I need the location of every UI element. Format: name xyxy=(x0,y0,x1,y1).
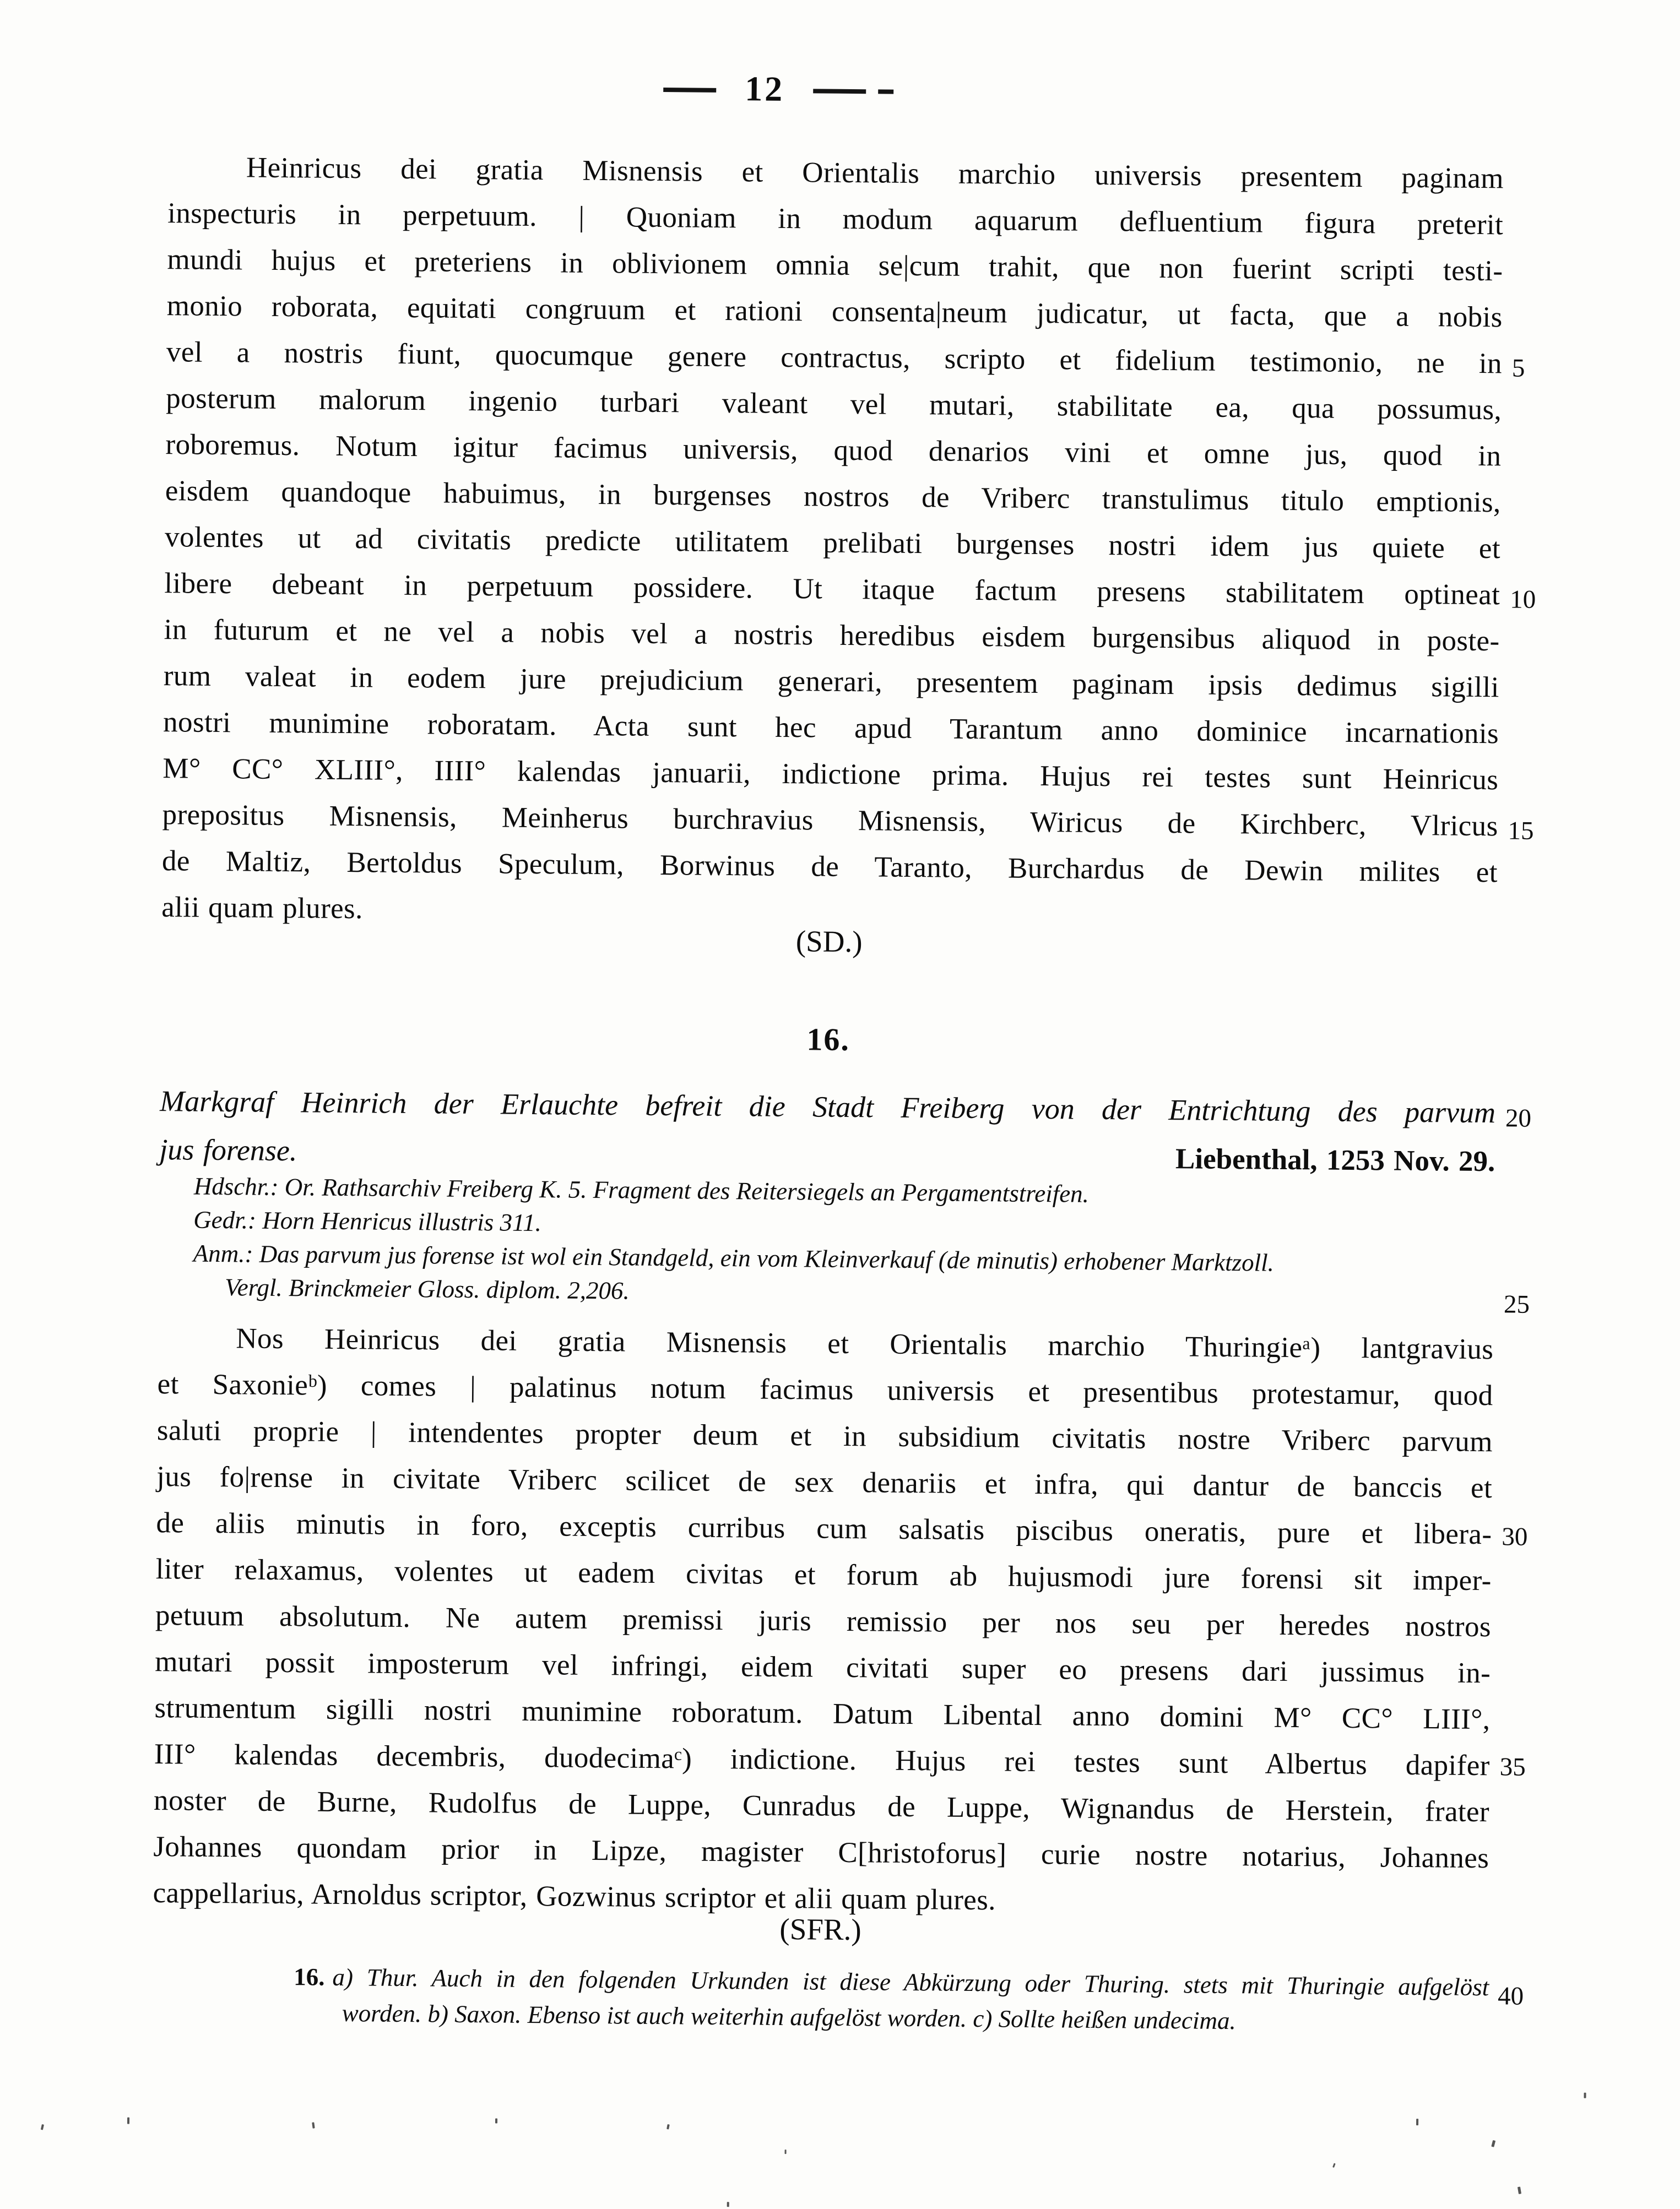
header-rule-right-short xyxy=(878,89,893,94)
regest-line-1: Markgraf Heinrich der Erlauchte befreit die Stadt Freiberg von der Entrichtung des parvum xyxy=(159,1084,1496,1130)
margin-line-number-10: 10 xyxy=(1509,585,1536,614)
margin-line-number-40: 40 xyxy=(1497,1982,1524,2011)
entry-16-regest xyxy=(159,1078,1495,1185)
text-line: volentes ut ad civitatis predicte utilitatem prelibati burgenses nostri idem jus quiete et xyxy=(164,521,1501,565)
charter-15-text xyxy=(161,144,1504,942)
scan-speckle xyxy=(1518,2186,1521,2194)
scan-speckle xyxy=(1491,2140,1495,2147)
margin-line-number-25: 25 xyxy=(1503,1290,1530,1319)
text-line: alii quam plures. xyxy=(161,891,364,925)
footnote-entry-number: 16. xyxy=(294,1963,325,1991)
source-anm: Anm.: Das parvum jus forense ist wol ein Standgeld, ein vom Kleinverkauf (de minutis) erhobener Marktzoll. xyxy=(193,1239,1275,1277)
text-line: M° CC° XLIII°, IIII° kalendas januarii, indictione prima. Hujus rei testes sunt Heinricus xyxy=(162,752,1499,796)
seal-note-sfr: (SFR.) xyxy=(779,1912,861,1947)
text-line: de aliis minutis in foro, exceptis curribus cum salsatis piscibus oneratis, pure et libera- xyxy=(156,1507,1492,1551)
margin-line-number-5: 5 xyxy=(1511,354,1525,383)
charter-date-place: Liebenthal, 1253 Nov. 29. xyxy=(1175,1143,1495,1178)
text-line: Johannes quondam prior in Lipze, magister C[hristoforus] curie nostre notarius, Johannes xyxy=(153,1831,1489,1875)
regest-tail: jus forense. xyxy=(159,1133,297,1168)
text-line: prepositus Misnensis, Meinherus burchravius Misnensis, Wiricus de Kirchberc, Vlricus xyxy=(162,799,1498,843)
text-line: inspecturis in perpetuum. | Quoniam in modum aquarum defluentium figura preterit xyxy=(167,197,1504,241)
text-line: strumentum sigilli nostri munimine roboratum. Datum Libental anno domini M° CC° LIII°, xyxy=(154,1692,1491,1736)
text-line: nostri munimine roboratam. Acta sunt hec apud Tarantum anno dominice incarnationis xyxy=(162,706,1499,750)
footnotes xyxy=(293,1959,1489,2041)
text-line: Heinricus dei gratia Misnensis et Orientalis marchio universis presentem paginam xyxy=(246,151,1504,195)
margin-line-number-15: 15 xyxy=(1508,816,1534,845)
text-line: in futurum et ne vel a nobis vel a nostris heredibus eisdem burgensibus aliquod in poste- xyxy=(164,614,1500,658)
margin-line-number-35: 35 xyxy=(1499,1752,1526,1782)
running-head xyxy=(1,58,1557,121)
header-rule-right xyxy=(813,89,866,94)
text-line: mundi hujus et preteriens in oblivionem omnia se|cum trahit, que non fuerint scripti testi- xyxy=(167,243,1503,287)
margin-line-number-20: 20 xyxy=(1505,1104,1532,1133)
text-line: monio roborata, equitati congruum et rationi consenta|neum judicatur, ut facta, que a nobis xyxy=(166,290,1503,334)
scan-speckle xyxy=(495,2118,497,2123)
charter-16-text xyxy=(153,1315,1493,1928)
text-line: posterum malorum ingenio turbari valeant vel mutari, stabilitate ea, qua possumus, xyxy=(166,382,1502,426)
scan-speckle xyxy=(1584,2093,1586,2098)
text-line: et Saxonieᵇ) comes | palatinus notum facimus universis et presentibus protestamur, quod xyxy=(157,1368,1493,1412)
text-line: III° kalendas decembris, duodecimaᶜ) indictione. Hujus rei testes sunt Albertus dapifer xyxy=(154,1738,1490,1782)
text-line: vel a nostris fiunt, quocumque genere contractus, scripto et fidelium testimonio, ne in xyxy=(166,336,1503,380)
text-line: mutari possit imposterum vel infringi, eidem civitati super eo presens dari jussimus in- xyxy=(155,1646,1491,1690)
scan-speckle xyxy=(785,2150,787,2154)
scan-speckle xyxy=(127,2118,129,2124)
text-line: roboremus. Notum igitur facimus universis, quod denarios vini et omne jus, quod in xyxy=(165,428,1502,473)
source-hdschr: Hdschr.: Or. Rathsarchiv Freiberg K. 5. Fragment des Reitersiegels an Pergamentstreifen. xyxy=(193,1172,1090,1208)
source-gedr: Gedr.: Horn Henricus illustris 311. xyxy=(193,1206,542,1237)
text-line: cappellarius, Arnoldus scriptor, Gozwinus scriptor et alii quam plures. xyxy=(153,1877,996,1917)
text-line: jus fo|rense in civitate Vriberc scilicet de sex denariis et infra, qui dantur de banccis et xyxy=(156,1461,1493,1505)
margin-line-number-30: 30 xyxy=(1502,1522,1528,1551)
header-rule-left xyxy=(663,88,716,93)
text-line: rum valeat in eodem jure prejudicium generari, presentem paginam ipsis dedimus sigilli xyxy=(163,660,1500,704)
entry-16-number: 16. xyxy=(806,1021,850,1058)
page-number: 12 xyxy=(744,69,785,108)
source-vergl: Vergl. Brinckmeier Gloss. diplom. 2,206. xyxy=(225,1273,630,1305)
text-line: eisdem quandoque habuimus, in burgenses nostros de Vriberc transtulimus titulo emptionis, xyxy=(165,475,1501,519)
text-line: petuum absolutum. Ne autem premissi juris remissio per nos seu per heredes nostros xyxy=(155,1599,1492,1643)
scan-speckle xyxy=(666,2124,670,2130)
scan-speckle xyxy=(312,2122,315,2128)
text-line: liter relaxamus, volentes ut eadem civitas et forum ab hujusmodi jure forensi sit imper- xyxy=(155,1553,1492,1597)
scan-speckle xyxy=(727,2202,729,2207)
scan-speckle xyxy=(1416,2119,1418,2125)
text-line: de Maltiz, Bertoldus Speculum, Borwinus de Taranto, Burchardus de Dewin milites et xyxy=(161,845,1498,889)
seal-note-sd: (SD.) xyxy=(795,924,863,959)
text-line: Nos Heinricus dei gratia Misnensis et Orientalis marchio Thuringieᵃ) lantgravius xyxy=(236,1322,1494,1366)
text-line: libere debeant in perpetuum possidere. Ut itaque factum presens stabilitatem optineat xyxy=(164,567,1500,611)
source-notes xyxy=(193,1170,1477,1315)
scan-speckle xyxy=(1332,2163,1336,2168)
text-line: saluti proprie | intendentes propter deum et in subsidium civitatis nostre Vriberc parvum xyxy=(156,1414,1493,1458)
footnote-line-1-text: a) Thur. Auch in den folgenden Urkunden ist diese Abkürzung oder Thuring. stets mit Thuringie aufgelöst xyxy=(332,1963,1489,2001)
scan-speckle xyxy=(41,2124,44,2130)
text-line: noster de Burne, Rudolfus de Luppe, Cunradus de Luppe, Wignandus de Herstein, frater xyxy=(153,1784,1490,1828)
footnote-line-2: worden. b) Saxon. Ebenso ist auch weiterhin aufgelöst worden. c) Sollte heißen undecima. xyxy=(342,1999,1236,2035)
